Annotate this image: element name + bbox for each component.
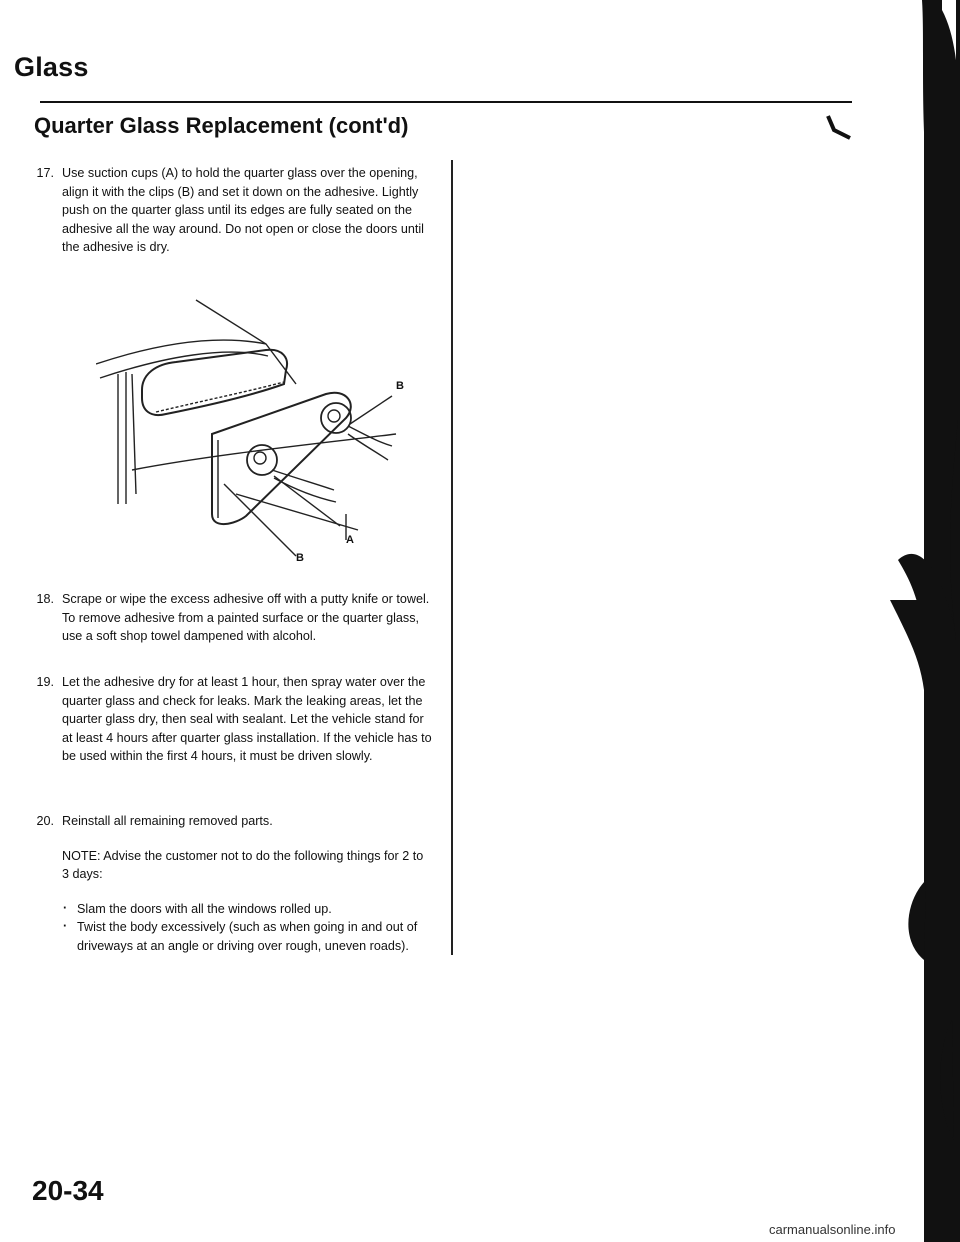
quarter-glass-illustration	[96, 294, 432, 568]
step-18	[36, 590, 432, 662]
step-number: 17.	[36, 166, 54, 180]
quarter-glass-diagram	[96, 294, 432, 568]
section-subtitle: Quarter Glass Replacement (cont'd)	[34, 113, 409, 138]
bullet-item: · Slam the doors with all the windows rolled up.	[62, 900, 432, 919]
step-20	[36, 812, 432, 955]
step-number: 18.	[36, 592, 54, 606]
step-text: Let the adhesive dry for at least 1 hour, then spray water over the quarter glass and check for leaks. Mark the leaking areas, let the quarter glass dry, then seal with sealant. Let the vehicle stand for at least 4 hours after quarter glass installation. If the vehicle has to be used within the first 4 hours, it must be driven slowly.	[62, 675, 432, 763]
step-number: 20.	[36, 814, 54, 828]
callout-a: A	[346, 534, 354, 546]
callout-b-bottom: B	[296, 552, 304, 564]
page-edge-tab-graphic	[850, 0, 960, 1242]
footer-watermark: carmanualsonline.info	[769, 1222, 896, 1237]
step-text: Scrape or wipe the excess adhesive off with a putty knife or towel. To remove adhesive from a painted surface or the quarter glass, use a soft shop towel dampened with alcohol.	[62, 592, 430, 643]
note-bullet-list	[62, 900, 432, 956]
step-text: Reinstall all remaining removed parts.	[62, 814, 273, 828]
step-note: NOTE: Advise the customer not to do the following things for 2 to 3 days:	[62, 848, 424, 881]
page-number: 20-34	[32, 1175, 104, 1206]
bullet-item: · Twist the body excessively (such as when going in and out of driveways at an angle or driving over rough, uneven roads).	[62, 918, 432, 955]
callout-b-top: B	[396, 380, 404, 392]
section-title: Glass	[14, 52, 89, 82]
step-text: Use suction cups (A) to hold the quarter glass over the opening, align it with the clips (B) and set it down on the adhesive. Lightly push on the quarter glass until its edges are fully seated on the adhesive all the way around. Do not open or close the doors until the adhesive is dry.	[62, 166, 424, 254]
step-number: 19.	[36, 675, 54, 689]
step-19	[36, 673, 432, 782]
step-17	[36, 164, 432, 273]
column-divider	[451, 160, 453, 955]
title-divider	[40, 101, 852, 103]
